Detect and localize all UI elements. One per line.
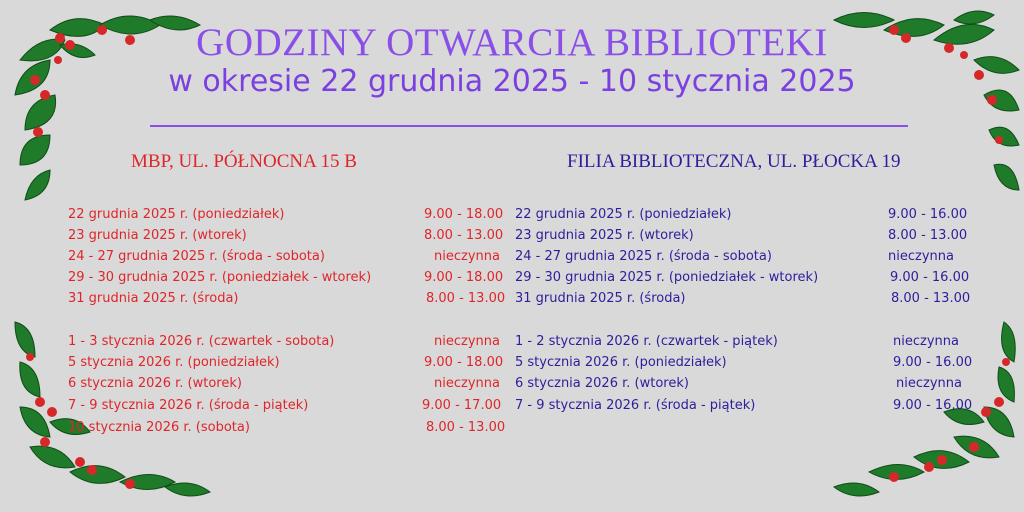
row-date: 1 - 2 stycznia 2026 r. (czwartek - piątek) — [515, 334, 778, 349]
schedule-row — [68, 332, 500, 352]
schedule-row — [68, 289, 506, 309]
row-hours: 9.00 - 16.00 — [893, 355, 973, 370]
row-date: 6 stycznia 2026 r. (wtorek) — [68, 376, 242, 391]
row-hours: 8.00 - 13.00 — [426, 420, 506, 435]
row-hours: 8.00 - 13.00 — [424, 228, 504, 243]
row-hours: nieczynna — [434, 376, 500, 391]
row-hours: 8.00 - 13.00 — [426, 291, 506, 306]
schedule-row — [68, 247, 500, 267]
left-column-heading: MBP, UL. PÓŁNOCNA 15 B — [131, 151, 357, 172]
row-hours: 8.00 - 13.00 — [888, 228, 968, 243]
row-hours: 9.00 - 18.00 — [424, 270, 504, 285]
schedule-row — [68, 396, 500, 416]
row-date: 23 grudnia 2025 r. (wtorek) — [68, 228, 247, 243]
row-hours: 9.00 - 18.00 — [424, 355, 504, 370]
title-divider — [150, 125, 908, 127]
schedule-row — [515, 268, 975, 288]
schedule-row — [515, 396, 975, 416]
schedule-row — [68, 418, 506, 438]
row-hours: 9.00 - 17.00 — [422, 398, 502, 413]
schedule-row — [515, 289, 975, 309]
schedule-row — [68, 374, 500, 394]
row-date: 6 stycznia 2026 r. (wtorek) — [515, 376, 689, 391]
row-date: 29 - 30 grudnia 2025 r. (poniedziałek - wtorek) — [515, 270, 819, 285]
row-date: 22 grudnia 2025 r. (poniedziałek) — [68, 207, 285, 222]
schedule-row — [515, 205, 975, 225]
schedule-row — [515, 226, 975, 246]
row-date: 10 stycznia 2026 r. (sobota) — [68, 420, 250, 435]
row-date: 5 stycznia 2026 r. (poniedziałek) — [68, 355, 280, 370]
row-date: 29 - 30 grudnia 2025 r. (poniedziałek - wtorek) — [68, 270, 372, 285]
row-hours: nieczynna — [434, 334, 500, 349]
row-date: 24 - 27 grudnia 2025 r. (środa - sobota) — [515, 249, 772, 264]
row-hours: nieczynna — [896, 376, 962, 391]
row-date: 7 - 9 stycznia 2026 r. (środa - piątek) — [68, 398, 309, 413]
row-hours: 9.00 - 18.00 — [424, 207, 504, 222]
schedule-row — [515, 247, 975, 267]
row-date: 7 - 9 stycznia 2026 r. (środa - piątek) — [515, 398, 756, 413]
schedule-row — [515, 374, 975, 394]
schedule-row — [515, 353, 975, 373]
row-hours: nieczynna — [888, 249, 954, 264]
page-subtitle: w okresie 22 grudnia 2025 - 10 stycznia 2025 — [168, 64, 856, 99]
row-hours: 9.00 - 16.00 — [890, 270, 970, 285]
row-date: 23 grudnia 2025 r. (wtorek) — [515, 228, 694, 243]
row-hours: 8.00 - 13.00 — [891, 291, 971, 306]
schedule-row — [68, 205, 504, 225]
row-date: 24 - 27 grudnia 2025 r. (środa - sobota) — [68, 249, 325, 264]
row-date: 31 grudnia 2025 r. (środa) — [515, 291, 686, 306]
row-hours: nieczynna — [893, 334, 959, 349]
right-column-heading: FILIA BIBLIOTECZNA, UL. PŁOCKA 19 — [567, 151, 901, 172]
schedule-row — [68, 268, 504, 288]
row-date: 22 grudnia 2025 r. (poniedziałek) — [515, 207, 732, 222]
schedule-row — [68, 353, 504, 373]
row-date: 5 stycznia 2026 r. (poniedziałek) — [515, 355, 727, 370]
page-title: GODZINY OTWARCIA BIBLIOTEKI — [196, 21, 828, 64]
schedule-row — [68, 226, 504, 246]
row-hours: nieczynna — [434, 249, 500, 264]
row-date: 1 - 3 stycznia 2026 r. (czwartek - sobota) — [68, 334, 335, 349]
row-date: 31 grudnia 2025 r. (środa) — [68, 291, 239, 306]
schedule-row — [515, 332, 975, 352]
row-hours: 9.00 - 16.00 — [893, 398, 973, 413]
row-hours: 9.00 - 16.00 — [888, 207, 968, 222]
